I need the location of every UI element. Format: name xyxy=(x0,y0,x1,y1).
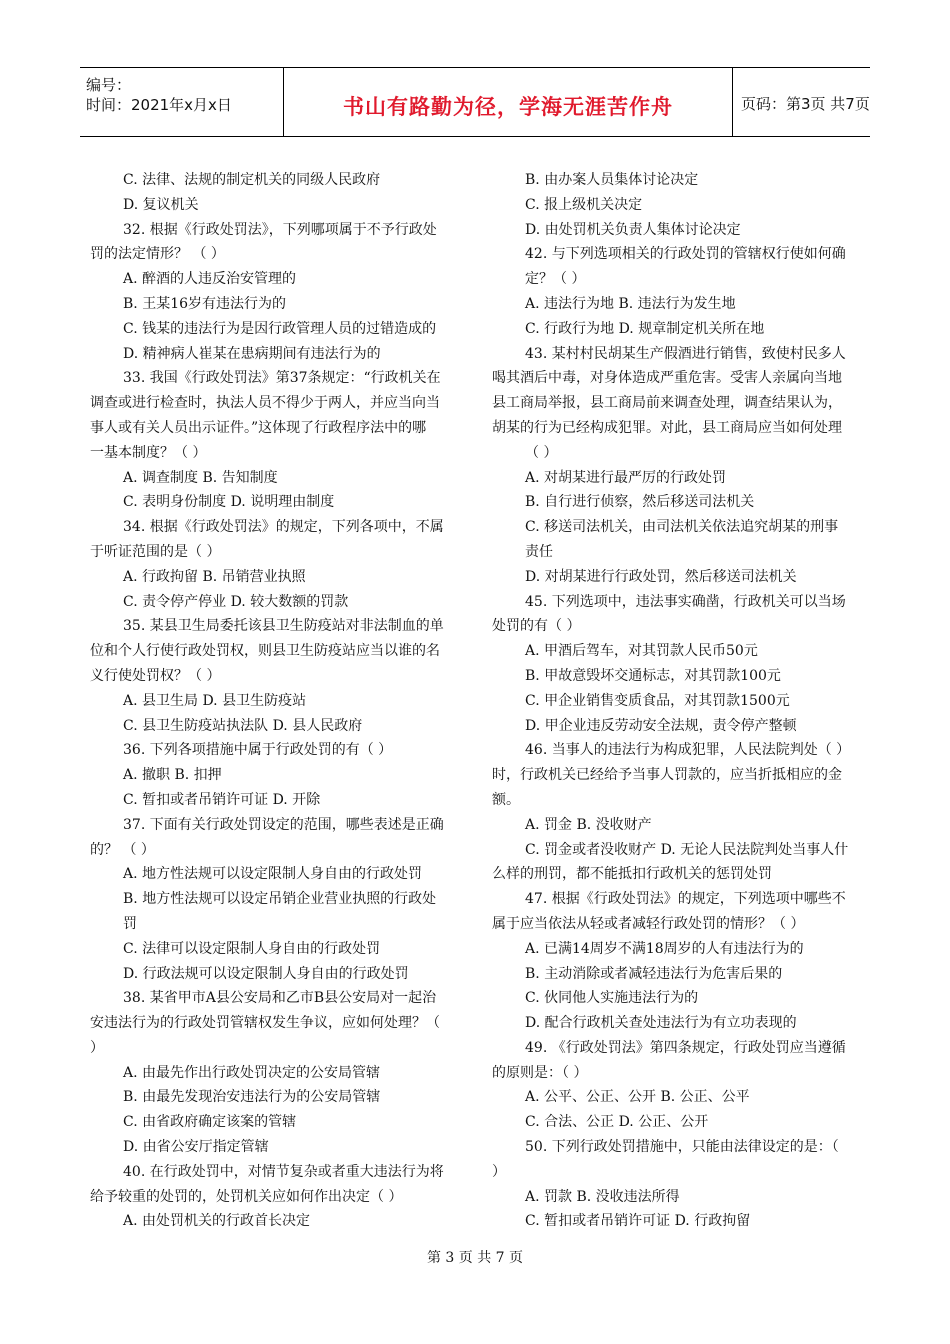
text-line: C. 甲企业销售变质食品，对其罚款1500元 xyxy=(525,692,790,709)
text-line: 罚 xyxy=(123,915,137,932)
text-line: A. 罚金 B. 没收财产 xyxy=(525,816,652,833)
text-line: ） xyxy=(90,1039,104,1056)
text-line: 喝其酒后中毒，对身体造成严重危害。受害人亲属向当地 xyxy=(492,370,842,387)
text-line: ） xyxy=(492,1163,506,1180)
text-line: D. 由省公安厅指定管辖 xyxy=(123,1139,269,1156)
text-line: 49. 《行政处罚法》第四条规定，行政处罚应当遵循 xyxy=(525,1039,846,1056)
text-line: 的原则是：（ ） xyxy=(492,1064,588,1081)
text-line: A. 县卫生局 D. 县卫生防疫站 xyxy=(123,692,307,709)
text-line: 定？（ ） xyxy=(525,271,586,288)
text-line: 于听证范围的是（ ） xyxy=(90,543,221,560)
text-line: 32. 根据《行政处罚法》，下列哪项属于不予行政处 xyxy=(123,221,437,238)
text-line: C. 表明身份制度 D. 说明理由制度 xyxy=(123,494,335,511)
text-line: A. 对胡某进行最严厉的行政处罚 xyxy=(525,469,727,486)
text-line: 给予较重的处罚的，处罚机关应如何作出决定（ ） xyxy=(90,1188,403,1205)
text-line: C. 行政行为地 D. 规章制定机关所在地 xyxy=(525,320,765,337)
text-line: A. 醉酒的人违反治安管理的 xyxy=(123,271,297,288)
text-line: C. 法律可以设定限制人身自由的行政处罚 xyxy=(123,940,381,957)
text-line: D. 由处罚机关负责人集体讨论决定 xyxy=(525,221,741,238)
text-line: 46. 当事人的违法行为构成犯罪，人民法院判处（ ） xyxy=(525,742,851,759)
document-number-label: 编号： xyxy=(86,76,132,94)
text-line: 33. 我国《行政处罚法》第37条规定：“行政机关在 xyxy=(123,370,441,387)
left-column xyxy=(90,168,465,1234)
text-line: C. 由省政府确定该案的管辖 xyxy=(123,1114,297,1131)
text-line: 额。 xyxy=(492,791,520,808)
text-line: D. 对胡某进行行政处罚，然后移送司法机关 xyxy=(525,568,797,585)
text-line: C. 钱某的违法行为是因行政管理人员的过错造成的 xyxy=(123,320,437,337)
text-line: A. 公平、公正、公开 B. 公正、公平 xyxy=(525,1089,750,1106)
document-date-label: 时间：2021年x月x日 xyxy=(86,96,232,114)
text-line: A. 撤职 B. 扣押 xyxy=(123,767,222,784)
header-page-cell xyxy=(731,68,870,136)
text-line: 的？ （ ） xyxy=(90,841,155,858)
text-line: A. 由最先作出行政处罚决定的公安局管辖 xyxy=(123,1064,381,1081)
text-line: 38. 某省甲市A县公安局和乙市B县公安局对一起治 xyxy=(123,990,437,1007)
motto-text: 书山有路勤为径，学海无涯苦作舟 xyxy=(343,95,673,119)
text-line: D. 复议机关 xyxy=(123,196,199,213)
right-column xyxy=(492,168,867,1234)
text-line: A. 地方性法规可以设定限制人身自由的行政处罚 xyxy=(123,866,423,883)
text-line: B. 王某16岁有违法行为的 xyxy=(123,295,287,312)
page-header xyxy=(80,67,870,137)
page-footer: 第 3 页 共 7 页 xyxy=(426,1250,524,1266)
text-line: A. 甲酒后驾车，对其罚款人民币50元 xyxy=(525,643,758,660)
text-line: 安违法行为的行政处罚管辖权发生争议，应如何处理？（ xyxy=(90,1015,440,1032)
text-line: 调查或进行检查时，执法人员不得少于两人，并应当向当 xyxy=(90,395,440,412)
text-line: C. 伙同他人实施违法行为的 xyxy=(525,990,699,1007)
text-line: B. 地方性法规可以设定吊销企业营业执照的行政处 xyxy=(123,891,437,908)
text-line: 37. 下面有关行政处罚设定的范围，哪些表述是正确 xyxy=(123,816,444,833)
text-line: 34. 根据《行政处罚法》的规定，下列各项中，不属 xyxy=(123,519,444,536)
text-line: B. 由最先发现治安违法行为的公安局管辖 xyxy=(123,1089,381,1106)
text-line: C. 暂扣或者吊销许可证 D. 开除 xyxy=(123,791,321,808)
text-line: B. 主动消除或者减轻违法行为危害后果的 xyxy=(525,965,783,982)
text-line: 位和个人行使行政处罚权，则县卫生防疫站应当以谁的名 xyxy=(90,643,440,660)
page-indicator: 页码：第3页 共7页 xyxy=(741,95,870,113)
text-line: C. 暂扣或者吊销许可证 D. 行政拘留 xyxy=(525,1213,751,1230)
text-line: 36. 下列各项措施中属于行政处罚的有（ ） xyxy=(123,742,393,759)
header-meta xyxy=(80,68,280,136)
text-line: 罚的法定情形？ （ ） xyxy=(90,246,225,263)
text-line: 35. 某县卫生局委托该县卫生防疫站对非法制血的单 xyxy=(123,618,444,635)
text-line: A. 调查制度 B. 告知制度 xyxy=(123,469,278,486)
text-line: D. 精神病人崔某在患病期间有违法行为的 xyxy=(123,345,381,362)
header-motto-cell xyxy=(283,68,733,136)
text-line: 属于应当依法从轻或者减轻行政处罚的情形？（ ） xyxy=(492,915,805,932)
text-line: B. 自行进行侦察，然后移送司法机关 xyxy=(525,494,755,511)
text-line: C. 移送司法机关，由司法机关依法追究胡某的刑事 xyxy=(525,519,839,536)
text-line: 么样的刑罚，都不能抵扣行政机关的惩罚处罚 xyxy=(492,866,772,883)
text-line: 47. 根据《行政处罚法》的规定，下列选项中哪些不 xyxy=(525,891,846,908)
text-line: C. 报上级机关决定 xyxy=(525,196,643,213)
text-line: 胡某的行为已经构成犯罪。对此，县工商局应当如何处理 xyxy=(492,419,842,436)
text-line: 43. 某村村民胡某生产假酒进行销售，致使村民多人 xyxy=(525,345,846,362)
text-line: B. 甲故意毁坏交通标志，对其罚款100元 xyxy=(525,667,781,684)
text-line: 50. 下列行政处罚措施中，只能由法律设定的是：（ xyxy=(525,1139,839,1156)
text-line: C. 法律、法规的制定机关的同级人民政府 xyxy=(123,172,381,188)
text-line: 处罚的有（ ） xyxy=(492,618,581,635)
text-line: 40. 在行政处罚中，对情节复杂或者重大违法行为将 xyxy=(123,1163,444,1180)
text-line: C. 县卫生防疫站执法队 D. 县人民政府 xyxy=(123,717,363,734)
text-line: 责任 xyxy=(525,543,553,560)
text-line: A. 已满14周岁不满18周岁的人有违法行为的 xyxy=(525,940,804,957)
text-line: （ ） xyxy=(525,444,558,461)
text-line: 时，行政机关已经给予当事人罚款的，应当折抵相应的金 xyxy=(492,767,842,784)
text-line: 一基本制度？（ ） xyxy=(90,444,207,461)
text-line: D. 甲企业违反劳动安全法规，责令停产整顿 xyxy=(525,717,797,734)
text-line: C. 合法、公正 D. 公正、公开 xyxy=(525,1114,709,1131)
text-line: D. 配合行政机关查处违法行为有立功表现的 xyxy=(525,1015,797,1032)
text-line: C. 罚金或者没收财产 D. 无论人民法院判处当事人什 xyxy=(525,841,849,858)
text-line: D. 行政法规可以设定限制人身自由的行政处罚 xyxy=(123,965,409,982)
text-line: A. 行政拘留 B. 吊销营业执照 xyxy=(123,568,306,585)
text-line: 45. 下列选项中，违法事实确凿，行政机关可以当场 xyxy=(525,593,846,610)
text-line: 事人或有关人员出示证件。”这体现了行政程序法中的哪 xyxy=(90,419,427,436)
text-line: A. 罚款 B. 没收违法所得 xyxy=(525,1188,680,1205)
text-line: B. 由办案人员集体讨论决定 xyxy=(525,172,699,188)
text-line: 义行使处罚权？（ ） xyxy=(90,667,221,684)
text-line: 县工商局举报，县工商局前来调查处理，调查结果认为， xyxy=(492,395,842,412)
text-line: A. 违法行为地 B. 违法行为发生地 xyxy=(525,295,736,312)
text-line: 42. 与下列选项相关的行政处罚的管辖权行使如何确 xyxy=(525,246,846,263)
text-line: A. 由处罚机关的行政首长决定 xyxy=(123,1213,311,1230)
text-line: C. 责令停产停业 D. 较大数额的罚款 xyxy=(123,593,349,610)
